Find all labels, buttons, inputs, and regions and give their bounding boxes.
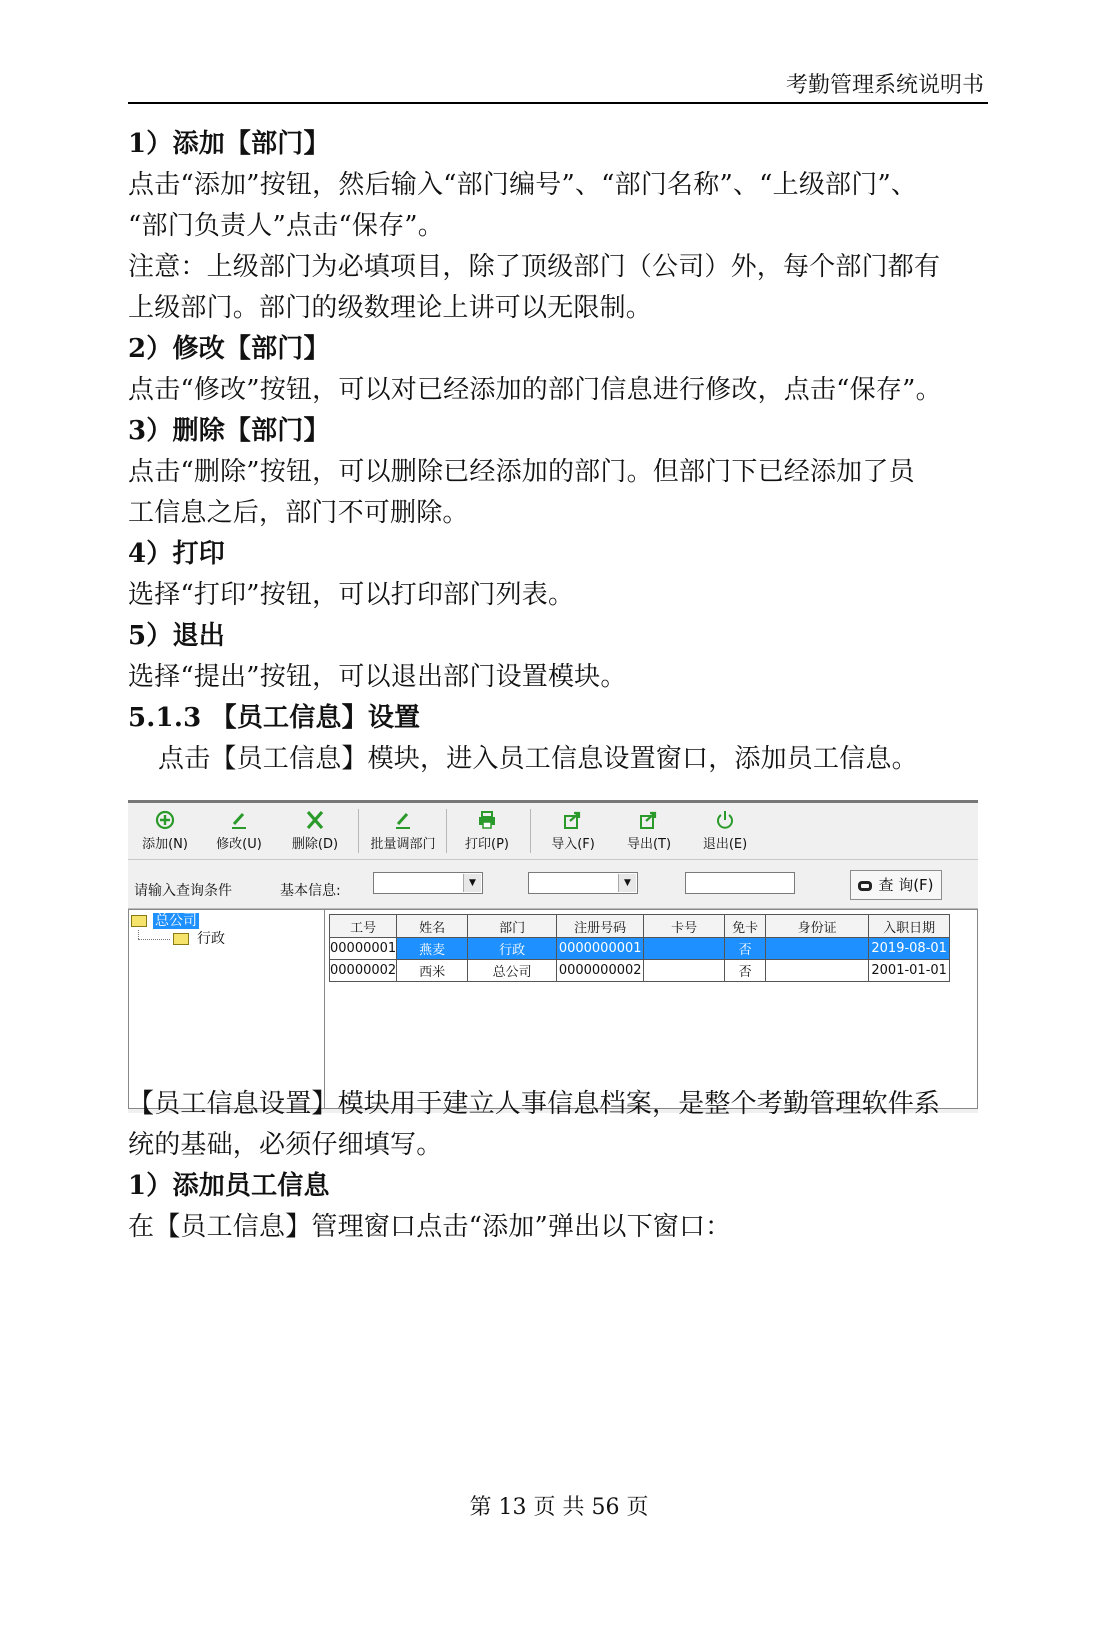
toolbar bbox=[128, 803, 978, 860]
tree-connector bbox=[138, 939, 170, 941]
print-icon bbox=[476, 809, 498, 831]
query-button-label: 查 询(F) bbox=[878, 876, 934, 894]
page-footer: 第 13 页 共 56 页 bbox=[469, 1495, 649, 1520]
paragraph-line: 注意：上级部门为必填项目，除了顶级部门（公司）外，每个部门都有 bbox=[128, 252, 941, 282]
delete-icon bbox=[304, 809, 326, 831]
edit-button[interactable] bbox=[204, 807, 274, 857]
print-label: 打印(P) bbox=[465, 837, 509, 852]
heading-print: 4）打印 bbox=[128, 539, 225, 569]
heading-delete-department: 3）删除【部门】 bbox=[128, 416, 330, 446]
table-cell: 行政 bbox=[468, 938, 557, 960]
folder-icon bbox=[173, 933, 189, 945]
query-label: 请输入查询条件 bbox=[134, 883, 232, 899]
batch-department-label: 批量调部门 bbox=[370, 837, 436, 852]
heading-add-employee: 1）添加员工信息 bbox=[128, 1171, 330, 1201]
chevron-down-icon: ▼ bbox=[618, 874, 636, 892]
table-header-row bbox=[330, 915, 950, 938]
paragraph-line: 点击“添加”按钮，然后输入“部门编号”、“部门名称”、“上级部门”、 bbox=[128, 170, 918, 200]
table-cell bbox=[644, 938, 725, 960]
paragraph-line: 点击“修改”按钮，可以对已经添加的部门信息进行修改，点击“保存”。 bbox=[128, 375, 942, 405]
column-header[interactable]: 姓名 bbox=[397, 915, 468, 938]
add-label: 添加(N) bbox=[142, 837, 188, 852]
heading-exit: 5）退出 bbox=[128, 621, 225, 651]
delete-button[interactable] bbox=[280, 807, 350, 857]
heading-edit-department: 2）修改【部门】 bbox=[128, 334, 330, 364]
power-icon bbox=[714, 809, 736, 831]
tree-node-child[interactable] bbox=[173, 930, 225, 948]
import-icon bbox=[562, 809, 584, 831]
table-cell: 0000000002 bbox=[557, 960, 644, 982]
add-icon bbox=[154, 809, 176, 831]
toolbar-separator bbox=[530, 809, 531, 853]
employee-info-window bbox=[128, 800, 978, 1113]
paragraph-line: 在【员工信息】管理窗口点击“添加”弹出以下窗口： bbox=[128, 1212, 732, 1242]
print-button[interactable] bbox=[452, 807, 522, 857]
table-cell: 2019-08-01 bbox=[869, 938, 950, 960]
query-input[interactable] bbox=[685, 872, 795, 894]
table-cell: 00000002 bbox=[330, 960, 397, 982]
tree-node-root[interactable] bbox=[131, 912, 199, 930]
batch-edit-icon bbox=[392, 809, 414, 831]
binoculars-icon bbox=[858, 881, 872, 891]
delete-label: 删除(D) bbox=[291, 837, 339, 852]
exit-label: 退出(E) bbox=[702, 837, 748, 852]
exit-button[interactable] bbox=[690, 807, 760, 857]
department-tree bbox=[128, 909, 325, 1109]
paragraph-line: 上级部门。部门的级数理论上讲可以无限制。 bbox=[128, 293, 653, 323]
table-cell: 燕麦 bbox=[397, 938, 468, 960]
export-icon bbox=[638, 809, 660, 831]
tree-node-label: 行政 bbox=[197, 931, 225, 947]
table-cell: 总公司 bbox=[468, 960, 557, 982]
table-row[interactable] bbox=[330, 938, 950, 960]
edit-label: 修改(U) bbox=[216, 837, 262, 852]
toolbar-separator bbox=[358, 809, 359, 853]
table-cell: 西米 bbox=[397, 960, 468, 982]
header-title: 考勤管理系统说明书 bbox=[785, 73, 984, 98]
query-bar bbox=[128, 860, 978, 909]
paragraph-line: 选择“提出”按钮，可以退出部门设置模块。 bbox=[128, 662, 627, 692]
toolbar-separator bbox=[446, 809, 447, 853]
edit-icon bbox=[228, 809, 250, 831]
paragraph-line: 【员工信息设置】模块用于建立人事信息档案，是整个考勤管理软件系 bbox=[128, 1089, 941, 1119]
add-button[interactable] bbox=[130, 807, 200, 857]
table-cell: 否 bbox=[725, 960, 766, 982]
column-header[interactable]: 卡号 bbox=[644, 915, 725, 938]
paragraph-line: 点击“删除”按钮，可以删除已经添加的部门。但部门下已经添加了员 bbox=[128, 457, 915, 487]
export-button[interactable] bbox=[614, 807, 684, 857]
paragraph-line: 点击【员工信息】模块，进入员工信息设置窗口，添加员工信息。 bbox=[158, 744, 918, 774]
column-header[interactable]: 身份证 bbox=[766, 915, 869, 938]
table-cell: 0000000001 bbox=[557, 938, 644, 960]
query-button[interactable] bbox=[850, 870, 942, 900]
paragraph-line: “部门负责人”点击“保存”。 bbox=[128, 211, 444, 241]
tree-node-label: 总公司 bbox=[155, 913, 197, 929]
batch-department-button[interactable] bbox=[362, 807, 444, 857]
table-cell bbox=[766, 938, 869, 960]
basic-info-label: 基本信息: bbox=[280, 883, 341, 899]
section-heading: 5.1.3 【员工信息】设置 bbox=[128, 703, 421, 733]
paragraph-line: 统的基础，必须仔细填写。 bbox=[128, 1130, 443, 1160]
table-cell: 00000001 bbox=[330, 938, 397, 960]
table-cell: 否 bbox=[725, 938, 766, 960]
table-cell bbox=[644, 960, 725, 982]
basic-info-select[interactable] bbox=[373, 872, 483, 894]
export-label: 导出(T) bbox=[626, 837, 672, 852]
paragraph-line: 工信息之后，部门不可删除。 bbox=[128, 498, 469, 528]
column-header[interactable]: 工号 bbox=[330, 915, 397, 938]
column-header[interactable]: 部门 bbox=[468, 915, 557, 938]
column-header[interactable]: 免卡 bbox=[725, 915, 766, 938]
table-cell: 2001-01-01 bbox=[869, 960, 950, 982]
column-header[interactable]: 入职日期 bbox=[869, 915, 950, 938]
body-text bbox=[128, 124, 988, 780]
paragraph-line: 选择“打印”按钮，可以打印部门列表。 bbox=[128, 580, 575, 610]
page-header bbox=[128, 64, 988, 104]
tree-connector bbox=[138, 930, 140, 939]
chevron-down-icon: ▼ bbox=[463, 874, 481, 892]
heading-add-department: 1）添加【部门】 bbox=[128, 129, 330, 159]
import-button[interactable] bbox=[538, 807, 608, 857]
condition-select[interactable] bbox=[528, 872, 638, 894]
table-row[interactable] bbox=[330, 960, 950, 982]
employee-table-panel bbox=[324, 909, 978, 1109]
body-text-after bbox=[128, 1084, 988, 1248]
import-label: 导入(F) bbox=[551, 837, 595, 852]
folder-icon bbox=[131, 915, 147, 927]
table-cell bbox=[766, 960, 869, 982]
column-header[interactable]: 注册号码 bbox=[557, 915, 644, 938]
employee-table bbox=[329, 914, 950, 982]
